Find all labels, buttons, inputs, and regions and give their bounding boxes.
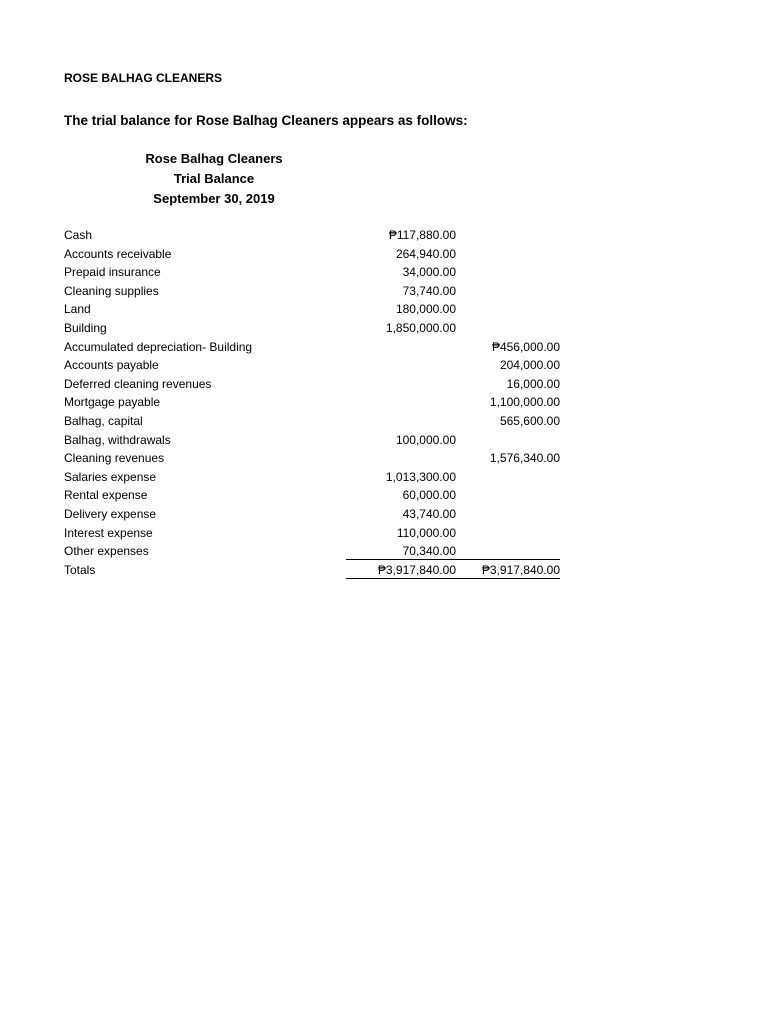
account-name: Balhag, withdrawals <box>64 432 171 447</box>
credit-amount: ₱456,000.00 <box>491 339 560 354</box>
credit-amount: 1,100,000.00 <box>489 395 560 410</box>
ledger-row <box>64 524 564 543</box>
ledger-row <box>64 338 564 357</box>
credit-amount: 565,600.00 <box>499 413 560 428</box>
ledger-row <box>64 486 564 505</box>
totals-row <box>64 561 564 580</box>
debit-amount: ₱117,880.00 <box>388 228 456 242</box>
debit-amount: 60,000.00 <box>402 488 456 503</box>
trial-balance-title: Trial Balance <box>173 171 255 186</box>
ledger-row <box>64 393 564 412</box>
ledger-row <box>64 468 564 487</box>
ledger-row <box>64 319 564 338</box>
document-intro: The trial balance for Rose Balhag Cleaners appears as follows: <box>64 113 468 128</box>
trial-balance-table <box>64 226 564 579</box>
debit-amount: 73,740.00 <box>402 283 456 298</box>
account-name: Cash <box>64 228 93 242</box>
account-name: Accumulated depreciation- Building <box>64 339 253 354</box>
ledger-row <box>64 449 564 468</box>
account-name: Delivery expense <box>64 506 157 521</box>
debit-amount: 1,850,000.00 <box>385 320 456 335</box>
credit-amount: 204,000.00 <box>499 358 560 373</box>
ledger-row <box>64 282 564 301</box>
account-name: Building <box>64 320 107 335</box>
trial-balance-company: Rose Balhag Cleaners <box>145 151 283 166</box>
ledger-row <box>64 300 564 319</box>
debit-amount: 43,740.00 <box>402 506 456 521</box>
trial-balance-date: September 30, 2019 <box>153 191 275 206</box>
account-name: Balhag, capital <box>64 413 143 428</box>
ledger-row <box>64 245 564 264</box>
total-credit-amount: ₱3,917,840.00 <box>450 561 560 579</box>
account-name: Accounts payable <box>64 358 159 373</box>
ledger-row <box>64 263 564 282</box>
total-debit-amount: ₱3,917,840.00 <box>346 561 456 579</box>
account-name: Interest expense <box>64 525 153 540</box>
document-heading: ROSE BALHAG CLEANERS <box>64 71 223 85</box>
account-name: Cleaning revenues <box>64 451 165 466</box>
credit-amount: 1,576,340.00 <box>489 451 560 466</box>
ledger-row <box>64 356 564 375</box>
debit-amount: 110,000.00 <box>396 525 456 540</box>
account-name: Land <box>64 302 91 317</box>
account-name: Accounts receivable <box>64 246 172 261</box>
credit-amount: 16,000.00 <box>506 376 560 391</box>
credit-amount <box>450 542 560 560</box>
debit-amount: 100,000.00 <box>395 432 456 447</box>
ledger-row <box>64 226 564 245</box>
account-name: Salaries expense <box>64 469 157 484</box>
ledger-row <box>64 431 564 450</box>
debit-amount: 70,340.00 <box>346 542 456 560</box>
debit-amount: 180,000.00 <box>395 302 456 317</box>
account-name: Cleaning supplies <box>64 283 159 298</box>
debit-amount: 1,013,300.00 <box>385 469 456 484</box>
account-name: Prepaid insurance <box>64 265 161 280</box>
account-name: Mortgage payable <box>64 395 161 410</box>
debit-amount: 264,940.00 <box>395 246 456 261</box>
debit-amount: 34,000.00 <box>402 265 456 280</box>
account-name: Rental expense <box>64 488 148 503</box>
account-name: Deferred cleaning revenues <box>64 376 212 391</box>
ledger-row <box>64 412 564 431</box>
ledger-row <box>64 375 564 394</box>
ledger-row <box>64 505 564 524</box>
totals-label: Totals <box>64 562 96 577</box>
ledger-row <box>64 542 564 561</box>
account-name: Other expenses <box>64 544 149 559</box>
